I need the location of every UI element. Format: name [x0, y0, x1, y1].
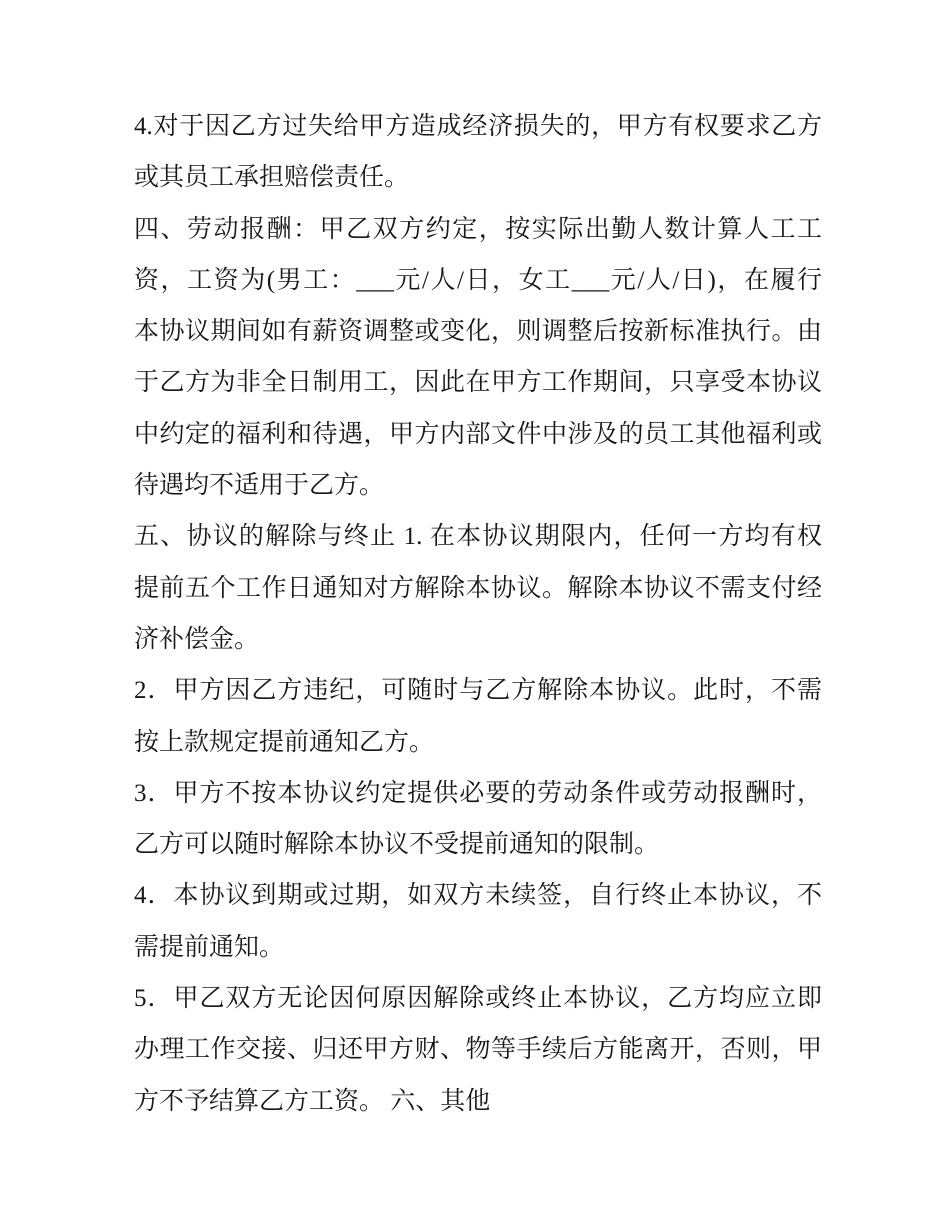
- document-line: 5．甲乙双方无论因何原因解除或终止本协议，乙方均应立即: [134, 985, 822, 1013]
- document-line: 济补偿金。: [134, 625, 260, 653]
- document-line: 本协议期间如有薪资调整或变化，则调整后按新标准执行。由: [134, 318, 822, 346]
- document-line: 2．甲方因乙方违纪，可随时与乙方解除本协议。此时，不需: [134, 677, 822, 705]
- document-line: 中约定的福利和待遇，甲方内部文件中涉及的员工其他福利或: [134, 420, 822, 448]
- document-line: 按上款规定提前通知乙方。: [134, 728, 435, 756]
- document-line: 4．本协议到期或过期，如双方未续签，自行终止本协议，不: [134, 882, 822, 910]
- document-line: 提前五个工作日通知对方解除本协议。解除本协议不需支付经: [134, 574, 822, 602]
- document-line: 于乙方为非全日制用工，因此在甲方工作期间，只享受本协议: [134, 369, 822, 397]
- document-body: [134, 101, 822, 1127]
- document-line: 五、协议的解除与终止 1. 在本协议期限内，任何一方均有权: [134, 523, 822, 551]
- document-line: 4.对于因乙方过失给甲方造成经济损失的，甲方有权要求乙方: [134, 113, 822, 140]
- document-line: 方不予结算乙方工资。 六、其他: [134, 1087, 491, 1115]
- document-line: 四、劳动报酬：甲乙双方约定，按实际出勤人数计算人工工: [134, 215, 822, 243]
- document-line: 办理工作交接、归还甲方财、物等手续后方能离开，否则，甲: [134, 1036, 822, 1064]
- document-line: 3．甲方不按本协议约定提供必要的劳动条件或劳动报酬时，: [134, 779, 822, 807]
- document-line: 需提前通知。: [134, 933, 285, 961]
- document-line: 资，工资为(男工：___元/人/日，女工___元/人/日)，在履行: [134, 266, 822, 294]
- document-line: 待遇均不适用于乙方。: [134, 472, 385, 500]
- document-line: 乙方可以随时解除本协议不受提前通知的限制。: [134, 831, 660, 859]
- document-line: 或其员工承担赔偿责任。: [134, 164, 410, 192]
